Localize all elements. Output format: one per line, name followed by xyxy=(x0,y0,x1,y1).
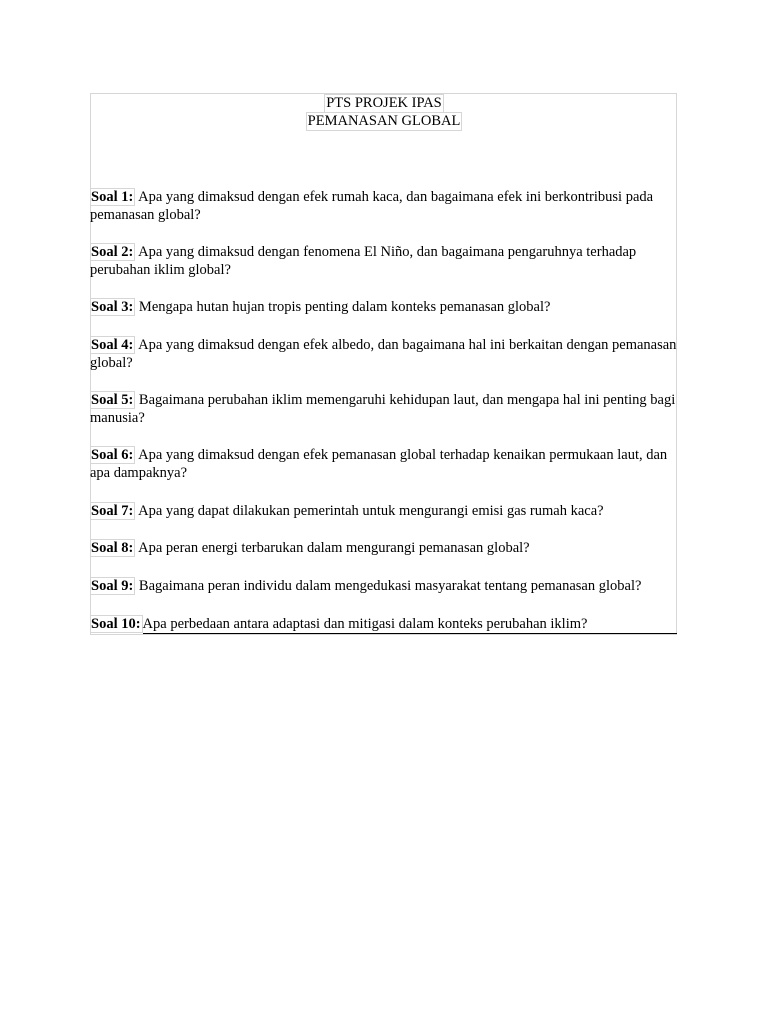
question-list xyxy=(90,188,680,634)
question-3 xyxy=(90,298,680,316)
question-9-label: Soal 9: xyxy=(91,578,134,594)
question-9 xyxy=(90,577,680,595)
question-8-text: Apa peran energi terbarukan dalam mengurangi pemanasan global? xyxy=(135,540,530,556)
question-3-text: Mengapa hutan hujan tropis penting dalam konteks pemanasan global? xyxy=(135,299,551,315)
question-7-text: Apa yang dapat dilakukan pemerintah untuk mengurangi emisi gas rumah kaca? xyxy=(135,503,604,519)
question-6-text: Apa yang dimaksud dengan efek pemanasan global terhadap kenaikan permukaan laut, dan apa dampaknya? xyxy=(90,447,668,481)
question-6 xyxy=(90,446,680,482)
question-4-text: Apa yang dimaksud dengan efek albedo, dan bagaimana hal ini berkaitan dengan pemanasan global? xyxy=(90,337,677,371)
question-3-label: Soal 3: xyxy=(91,299,134,315)
question-9-text: Bagaimana peran individu dalam mengedukasi masyarakat tentang pemanasan global? xyxy=(135,578,642,594)
question-2-text: Apa yang dimaksud dengan fenomena El Niño, dan bagaimana pengaruhnya terhadap perubahan iklim global? xyxy=(90,244,637,278)
question-1 xyxy=(90,188,680,224)
question-4 xyxy=(90,336,680,372)
title-line-2: PEMANASAN GLOBAL xyxy=(307,113,461,129)
question-2 xyxy=(90,243,680,279)
question-5-label: Soal 5: xyxy=(91,392,134,408)
question-10-text: Apa perbedaan antara adaptasi dan mitigasi dalam konteks perubahan iklim? xyxy=(143,615,677,634)
question-1-text: Apa yang dimaksud dengan efek rumah kaca, dan bagaimana efek ini berkontribusi pada pemanasan global? xyxy=(90,189,654,223)
title-line-1: PTS PROJEK IPAS xyxy=(326,95,442,111)
question-5 xyxy=(90,391,680,427)
question-10 xyxy=(90,615,680,634)
question-1-label: Soal 1: xyxy=(91,189,134,205)
question-10-label: Soal 10: xyxy=(91,616,141,632)
question-2-label: Soal 2: xyxy=(91,244,134,260)
document-title xyxy=(0,94,768,130)
question-4-label: Soal 4: xyxy=(91,337,134,353)
question-7 xyxy=(90,502,680,520)
question-8-label: Soal 8: xyxy=(91,540,134,556)
question-8 xyxy=(90,539,680,557)
question-7-label: Soal 7: xyxy=(91,503,134,519)
question-6-label: Soal 6: xyxy=(91,447,134,463)
question-5-text: Bagaimana perubahan iklim memengaruhi kehidupan laut, dan mengapa hal ini penting bagi manusia? xyxy=(90,392,676,426)
